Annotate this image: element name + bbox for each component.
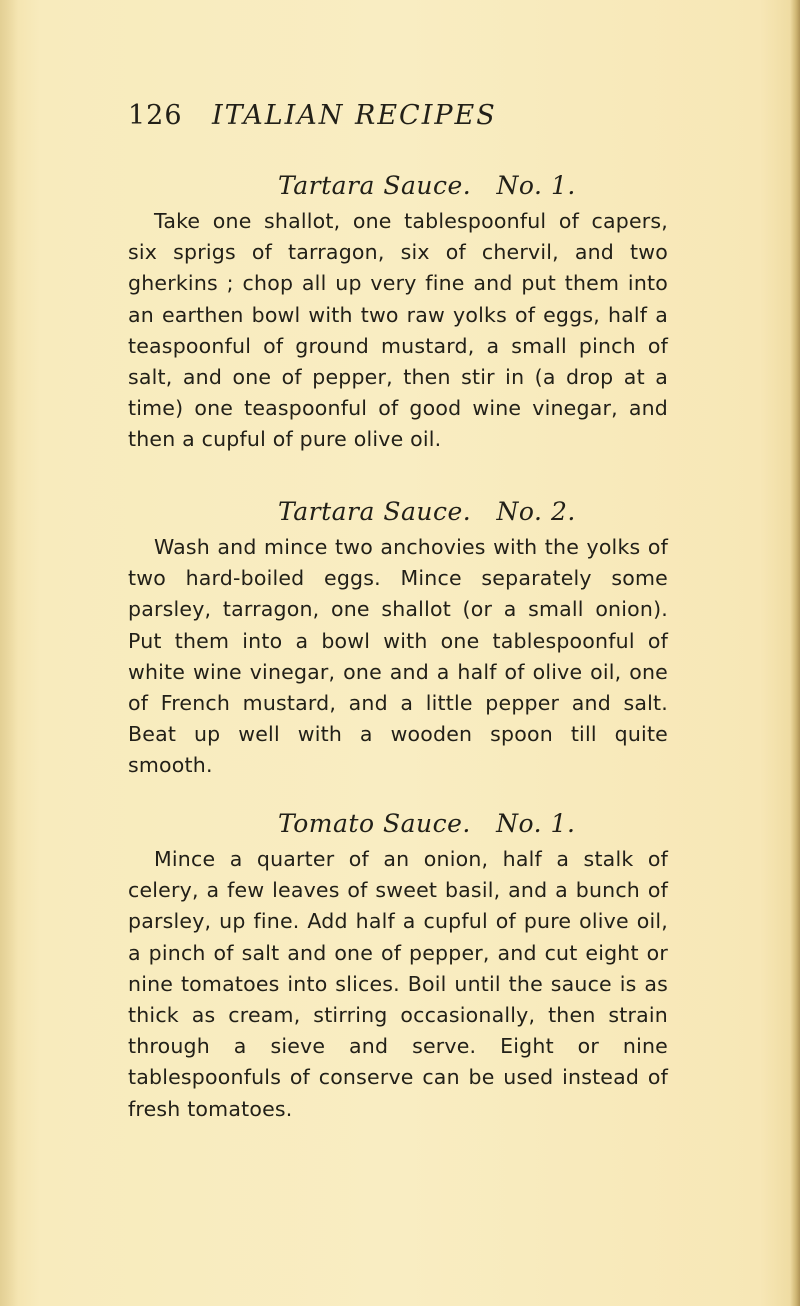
recipe-title: Tartara Sauce. No. 2. (278, 497, 576, 526)
page-number: 126 (128, 100, 183, 131)
page-header (128, 100, 668, 140)
recipe-tartara-sauce-1 (128, 166, 668, 456)
recipe-title: Tomato Sauce. No. 1. (278, 809, 576, 838)
page-left-shadow (0, 0, 18, 1306)
recipe-title: Tartara Sauce. No. 1. (278, 171, 576, 200)
running-title: ITALIAN RECIPES (212, 100, 497, 131)
recipe-body: Mince a quarter of an onion, half a stalk of celery, a few leaves of sweet basil, and a bunch of parsley, up fine. Add half a cupful of pure olive oil, a pinch of salt and one of pepper, and cut eight or nine tomatoes into slices. Boil until the sauce is as thick as cream, stirring occasionally, then strain through a sieve and serve. Eight or nine tablespoonfuls of conserve can be used instead of fresh tomatoes. (128, 847, 668, 1121)
recipe-tartara-sauce-2 (128, 492, 668, 782)
page-right-edge (790, 0, 800, 1306)
recipe-body: Take one shallot, one tablespoonful of capers, six sprigs of tarragon, six of chervil, and two gherkins ; chop all up very fine and put them into an earthen bowl with two raw yolks of eggs, half a teaspoonful of ground mustard, a small pinch of salt, and one of pepper, then stir in (a drop at a time) one teaspoonful of good wine vinegar, and then a cupful of pure olive oil. (128, 209, 668, 452)
recipe-body: Wash and mince two anchovies with the yolks of two hard-boiled eggs. Mince separately some parsley, tarragon, one shallot (or a small onion). Put them into a bowl with one tablespoonful of white wine vinegar, one and a half of olive oil, one of French mustard, and a little pepper and salt. Beat up well with a wooden spoon till quite smooth. (128, 535, 668, 778)
recipe-tomato-sauce-1 (128, 804, 668, 1125)
